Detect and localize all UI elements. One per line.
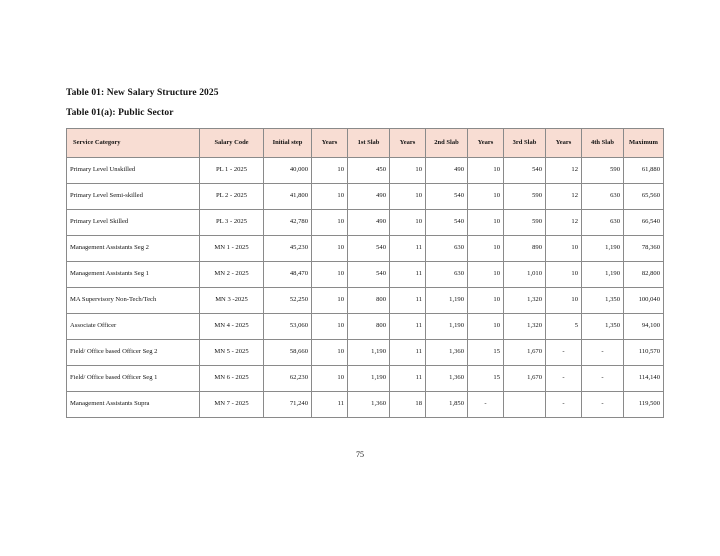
cell-salary-code: MN 2 - 2025 [200,262,264,288]
cell-salary-code: PL 1 - 2025 [200,158,264,184]
cell-slab-2: 1,850 [426,392,468,418]
cell-years-1: 10 [312,210,348,236]
cell-slab-1: 490 [348,210,390,236]
table-row [67,184,664,210]
cell-maximum: 82,800 [624,262,664,288]
column-header-years-3: Years [468,129,504,158]
cell-slab-3: 1,320 [504,314,546,340]
cell-years-2: 18 [390,392,426,418]
column-header-years-1: Years [312,129,348,158]
cell-years-2: 11 [390,340,426,366]
column-header-slab-4: 4th Slab [582,129,624,158]
cell-slab-3: 1,320 [504,288,546,314]
cell-service-category: Primary Level Semi-skilled [67,184,200,210]
cell-years-2: 11 [390,366,426,392]
table-body [67,158,664,418]
cell-slab-1: 540 [348,236,390,262]
cell-maximum: 110,570 [624,340,664,366]
cell-years-3: 10 [468,288,504,314]
cell-slab-4: 1,350 [582,314,624,340]
cell-years-3: 10 [468,158,504,184]
column-header-service-category: Service Category [67,129,200,158]
cell-slab-4: 630 [582,210,624,236]
cell-slab-2: 1,190 [426,288,468,314]
cell-initial-step: 48,470 [264,262,312,288]
cell-years-4: 5 [546,314,582,340]
cell-years-3: 10 [468,210,504,236]
cell-salary-code: MN 4 - 2025 [200,314,264,340]
cell-slab-1: 450 [348,158,390,184]
cell-initial-step: 53,060 [264,314,312,340]
cell-maximum: 61,880 [624,158,664,184]
cell-initial-step: 45,230 [264,236,312,262]
column-header-maximum: Maximum [624,129,664,158]
cell-maximum: 119,500 [624,392,664,418]
table-row [67,366,664,392]
cell-slab-2: 630 [426,236,468,262]
cell-slab-1: 800 [348,288,390,314]
column-header-years-2: Years [390,129,426,158]
cell-years-4: 10 [546,262,582,288]
cell-slab-1: 1,190 [348,340,390,366]
cell-slab-3: 590 [504,184,546,210]
cell-initial-step: 42,780 [264,210,312,236]
cell-service-category: Management Assistants Seg 2 [67,236,200,262]
cell-slab-3: 890 [504,236,546,262]
column-header-years-4: Years [546,129,582,158]
cell-initial-step: 71,240 [264,392,312,418]
cell-slab-3: 540 [504,158,546,184]
column-header-initial-step: Initial step [264,129,312,158]
cell-salary-code: MN 6 - 2025 [200,366,264,392]
table-title: Table 01: New Salary Structure 2025 [66,88,219,98]
cell-service-category: Primary Level Unskilled [67,158,200,184]
document-body [66,88,664,418]
table-row [67,236,664,262]
cell-slab-4: 630 [582,184,624,210]
cell-years-4: 12 [546,210,582,236]
cell-years-3: - [468,392,504,418]
cell-slab-2: 490 [426,158,468,184]
cell-slab-4: - [582,366,624,392]
cell-initial-step: 41,800 [264,184,312,210]
cell-years-1: 10 [312,314,348,340]
cell-years-4: 10 [546,236,582,262]
cell-maximum: 78,360 [624,236,664,262]
cell-years-2: 10 [390,210,426,236]
cell-years-4: 12 [546,184,582,210]
cell-salary-code: PL 3 - 2025 [200,210,264,236]
cell-slab-4: 1,190 [582,262,624,288]
cell-years-4: - [546,366,582,392]
cell-slab-2: 630 [426,262,468,288]
cell-slab-4: - [582,340,624,366]
cell-slab-1: 490 [348,184,390,210]
cell-slab-2: 1,360 [426,340,468,366]
cell-maximum: 66,540 [624,210,664,236]
cell-slab-4: 1,350 [582,288,624,314]
cell-salary-code: MN 7 - 2025 [200,392,264,418]
cell-years-3: 10 [468,184,504,210]
cell-years-2: 11 [390,288,426,314]
cell-initial-step: 62,230 [264,366,312,392]
cell-years-1: 10 [312,262,348,288]
cell-initial-step: 40,000 [264,158,312,184]
cell-slab-3 [504,392,546,418]
cell-years-2: 10 [390,158,426,184]
column-header-salary-code: Salary Code [200,129,264,158]
cell-maximum: 94,100 [624,314,664,340]
cell-service-category: Field/ Office based Officer Seg 1 [67,366,200,392]
cell-slab-2: 1,360 [426,366,468,392]
cell-slab-1: 540 [348,262,390,288]
cell-slab-3: 590 [504,210,546,236]
cell-slab-1: 1,360 [348,392,390,418]
cell-maximum: 114,140 [624,366,664,392]
table-row [67,288,664,314]
table-header-row [67,129,664,158]
cell-years-1: 10 [312,236,348,262]
cell-slab-3: 1,010 [504,262,546,288]
cell-salary-code: MN 5 - 2025 [200,340,264,366]
cell-service-category: Management Assistants Seg 1 [67,262,200,288]
cell-slab-4: 590 [582,158,624,184]
table-row [67,314,664,340]
salary-structure-table [66,128,664,418]
cell-years-1: 11 [312,392,348,418]
table-row [67,392,664,418]
cell-years-3: 10 [468,236,504,262]
cell-initial-step: 58,660 [264,340,312,366]
cell-slab-4: - [582,392,624,418]
cell-years-2: 11 [390,314,426,340]
cell-years-2: 10 [390,184,426,210]
cell-years-4: 10 [546,288,582,314]
table-subtitle: Table 01(a): Public Sector [66,108,174,118]
cell-years-1: 10 [312,158,348,184]
cell-slab-2: 540 [426,184,468,210]
cell-years-2: 11 [390,262,426,288]
table-row [67,340,664,366]
cell-salary-code: MN 3 -2025 [200,288,264,314]
cell-years-4: - [546,392,582,418]
table-row [67,210,664,236]
cell-service-category: Primary Level Skilled [67,210,200,236]
table-row [67,262,664,288]
cell-years-4: - [546,340,582,366]
cell-years-4: 12 [546,158,582,184]
cell-slab-1: 800 [348,314,390,340]
cell-years-2: 11 [390,236,426,262]
cell-service-category: Field/ Office based Officer Seg 2 [67,340,200,366]
cell-years-3: 15 [468,340,504,366]
cell-salary-code: MN 1 - 2025 [200,236,264,262]
cell-initial-step: 52,250 [264,288,312,314]
cell-slab-3: 1,670 [504,340,546,366]
cell-slab-1: 1,190 [348,366,390,392]
cell-service-category: Management Assistants Supra [67,392,200,418]
cell-slab-2: 1,190 [426,314,468,340]
cell-salary-code: PL 2 - 2025 [200,184,264,210]
cell-maximum: 100,040 [624,288,664,314]
cell-years-3: 10 [468,262,504,288]
cell-years-1: 10 [312,184,348,210]
cell-slab-2: 540 [426,210,468,236]
page-number: 75 [356,450,364,459]
cell-years-3: 10 [468,314,504,340]
cell-years-1: 10 [312,340,348,366]
table-header [67,129,664,158]
cell-years-3: 15 [468,366,504,392]
cell-years-1: 10 [312,288,348,314]
cell-service-category: Associate Officer [67,314,200,340]
cell-service-category: MA Supervisory Non-Tech/Tech [67,288,200,314]
table-row [67,158,664,184]
column-header-slab-3: 3rd Slab [504,129,546,158]
cell-slab-4: 1,190 [582,236,624,262]
column-header-slab-1: 1st Slab [348,129,390,158]
column-header-slab-2: 2nd Slab [426,129,468,158]
cell-years-1: 10 [312,366,348,392]
cell-maximum: 65,560 [624,184,664,210]
cell-slab-3: 1,670 [504,366,546,392]
